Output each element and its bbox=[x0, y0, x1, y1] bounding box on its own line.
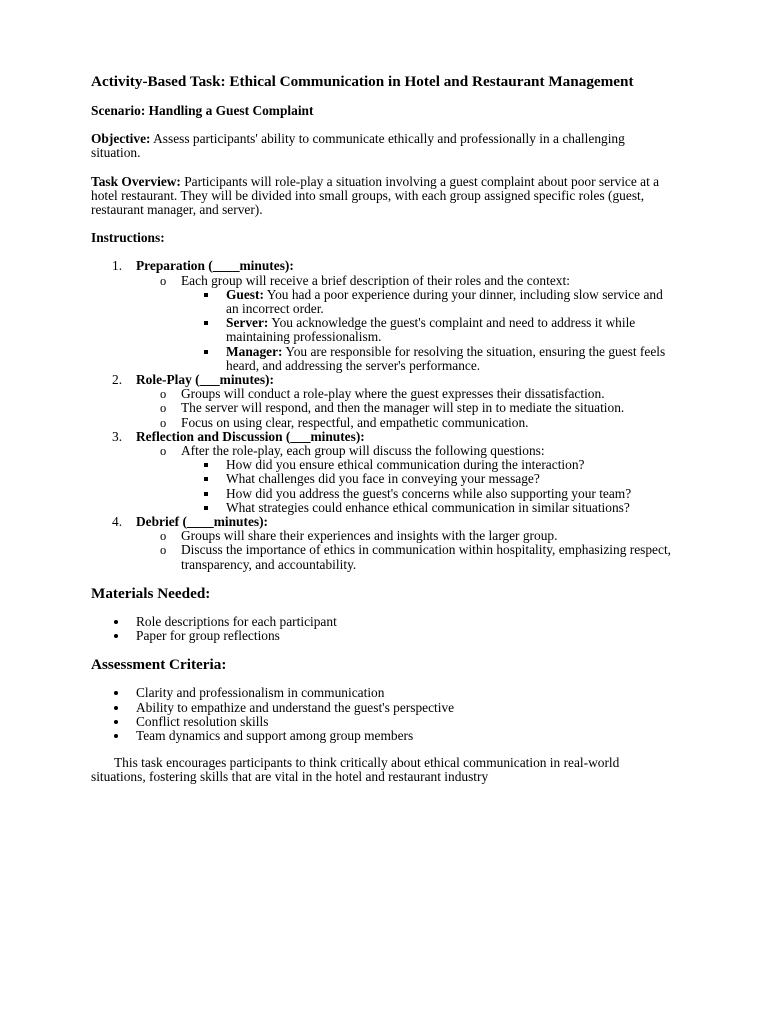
square-bullet-icon bbox=[204, 293, 208, 297]
task-overview-label: Task Overview: bbox=[91, 173, 181, 189]
list-item-text: Ability to empathize and understand the guest's perspective bbox=[136, 699, 455, 715]
assessment-heading: Assessment Criteria: bbox=[91, 656, 227, 674]
step-reflection bbox=[91, 430, 671, 515]
role-item-guest bbox=[181, 288, 671, 316]
role-label: Server: bbox=[226, 315, 269, 331]
instruction-steps bbox=[91, 259, 671, 571]
question-item bbox=[181, 458, 671, 472]
role-list bbox=[181, 288, 671, 373]
list-item bbox=[91, 686, 671, 700]
role-label: Manager: bbox=[226, 343, 283, 359]
square-bullet-icon bbox=[204, 321, 208, 325]
step-item-text: The server will respond, and then the manager will step in to mediate the situation. bbox=[181, 400, 625, 416]
step-item bbox=[136, 444, 671, 515]
task-overview-text: Participants will role-play a situation involving a guest complaint about poor service at a hotel restaurant. They will be divided into small groups, with each group assigned specific roles (guest, restaurant manager, and server). bbox=[91, 173, 660, 218]
step-role-play bbox=[91, 373, 671, 430]
question-text: What strategies could enhance ethical communication in similar situations? bbox=[226, 499, 630, 515]
question-item bbox=[181, 472, 671, 486]
step-debrief bbox=[91, 515, 671, 572]
materials-heading: Materials Needed: bbox=[91, 584, 211, 602]
role-text: You had a poor experience during your dinner, including slow service and an incorrect order. bbox=[226, 286, 663, 317]
assessment-list bbox=[91, 686, 671, 743]
step-item bbox=[136, 416, 671, 430]
bullet-dot-icon bbox=[114, 691, 118, 695]
step-item-text: After the role-play, each group will discuss the following questions: bbox=[181, 443, 545, 459]
role-item-server bbox=[181, 316, 671, 344]
step-item-text: Discuss the importance of ethics in communication within hospitality, emphasizing respect, transparency, and accountability. bbox=[181, 542, 672, 572]
list-item bbox=[91, 715, 671, 729]
list-item-text: Clarity and professionalism in communication bbox=[136, 685, 385, 701]
step-items bbox=[136, 274, 671, 373]
circle-bullet-marker: o bbox=[160, 444, 167, 459]
step-item-text: Focus on using clear, respectful, and empathetic communication. bbox=[181, 414, 529, 430]
objective-label: Objective: bbox=[91, 131, 151, 147]
closing-paragraph: This task encourages participants to think critically about ethical communication in real-world situations, fostering skills that are vital in the hotel and restaurant industry bbox=[91, 755, 620, 785]
role-text: You acknowledge the guest's complaint and need to address it while maintaining professionalism. bbox=[226, 315, 636, 345]
document-page bbox=[91, 73, 671, 785]
square-bullet-icon bbox=[204, 506, 208, 510]
objective-text: Assess participants' ability to communicate ethically and professionally in a challenging situation. bbox=[91, 131, 625, 161]
list-item bbox=[91, 701, 671, 715]
question-text: How did you ensure ethical communication during the interaction? bbox=[226, 457, 585, 473]
question-list bbox=[181, 458, 671, 515]
bullet-dot-icon bbox=[114, 634, 118, 638]
role-label: Guest: bbox=[226, 286, 264, 302]
step-preparation bbox=[91, 259, 671, 373]
circle-bullet-marker: o bbox=[160, 529, 167, 544]
step-title: Debrief (____minutes): bbox=[136, 514, 269, 530]
step-title: Reflection and Discussion (___minutes): bbox=[136, 428, 365, 444]
step-number: 1. bbox=[112, 258, 123, 274]
question-text: How did you address the guest's concerns while also supporting your team? bbox=[226, 485, 632, 501]
circle-bullet-marker: o bbox=[160, 387, 167, 402]
step-items bbox=[136, 444, 671, 515]
scenario-heading: Scenario: Handling a Guest Complaint bbox=[91, 103, 314, 118]
role-item-manager bbox=[181, 345, 671, 373]
list-item bbox=[91, 615, 671, 629]
square-bullet-icon bbox=[204, 350, 208, 354]
circle-bullet-marker: o bbox=[160, 401, 167, 416]
step-title: Preparation (____minutes): bbox=[136, 258, 294, 274]
list-item bbox=[91, 729, 671, 743]
bullet-dot-icon bbox=[114, 706, 118, 710]
question-text: What challenges did you face in conveying your message? bbox=[226, 471, 540, 487]
step-item bbox=[136, 543, 671, 571]
materials-list bbox=[91, 615, 671, 643]
list-item-text: Team dynamics and support among group members bbox=[136, 727, 414, 743]
step-items bbox=[136, 387, 671, 430]
document-title: Activity-Based Task: Ethical Communication in Hotel and Restaurant Management bbox=[91, 73, 634, 90]
step-item bbox=[136, 529, 671, 543]
question-item bbox=[181, 487, 671, 501]
step-item bbox=[136, 274, 671, 373]
circle-bullet-marker: o bbox=[160, 273, 167, 288]
circle-bullet-marker: o bbox=[160, 415, 167, 430]
step-number: 2. bbox=[112, 372, 123, 388]
list-item bbox=[91, 629, 671, 643]
task-overview-paragraph bbox=[91, 175, 671, 218]
list-item-text: Role descriptions for each participant bbox=[136, 613, 337, 629]
step-number: 3. bbox=[112, 428, 123, 444]
step-title: Role-Play (___minutes): bbox=[136, 372, 274, 388]
role-text: You are responsible for resolving the situation, ensuring the guest feels heard, and addressing the server's performance. bbox=[226, 343, 666, 373]
square-bullet-icon bbox=[204, 492, 208, 496]
bullet-dot-icon bbox=[114, 734, 118, 738]
question-item bbox=[181, 501, 671, 515]
bullet-dot-icon bbox=[114, 620, 118, 624]
objective-paragraph bbox=[91, 132, 671, 160]
step-item-text: Groups will conduct a role-play where the guest expresses their dissatisfaction. bbox=[181, 386, 605, 402]
step-item-text: Groups will share their experiences and insights with the larger group. bbox=[181, 528, 558, 544]
circle-bullet-marker: o bbox=[160, 543, 167, 558]
step-number: 4. bbox=[112, 514, 123, 530]
step-item-text: Each group will receive a brief description of their roles and the context: bbox=[181, 272, 570, 288]
square-bullet-icon bbox=[204, 463, 208, 467]
list-item-text: Conflict resolution skills bbox=[136, 713, 269, 729]
step-item bbox=[136, 401, 671, 415]
instructions-heading: Instructions: bbox=[91, 230, 165, 246]
step-item bbox=[136, 387, 671, 401]
step-items bbox=[136, 529, 671, 572]
square-bullet-icon bbox=[204, 477, 208, 481]
list-item-text: Paper for group reflections bbox=[136, 628, 280, 644]
bullet-dot-icon bbox=[114, 720, 118, 724]
